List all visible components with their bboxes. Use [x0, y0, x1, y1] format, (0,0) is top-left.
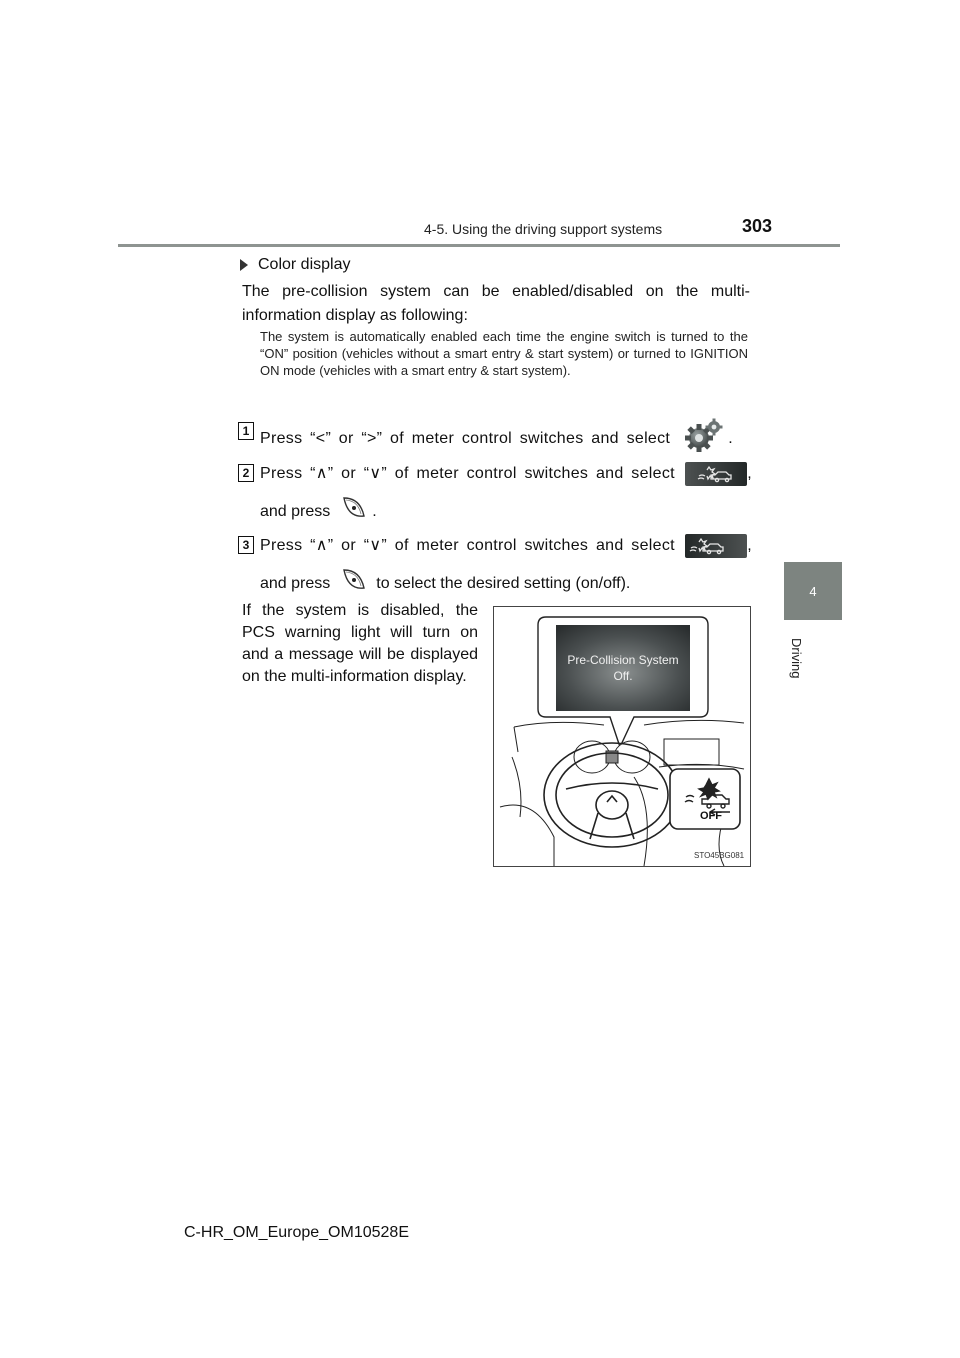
- pcs-setting-chip-icon: [685, 534, 747, 558]
- step-2-text-c: and press: [260, 503, 331, 520]
- disabled-paragraph: If the system is disabled, the PCS warning light will turn on and a message will be displayed on the multi-information display.: [242, 602, 478, 685]
- page-number: 303: [742, 216, 773, 236]
- step-2-up-symbol: ∧: [315, 465, 328, 482]
- bullet-heading-text: Color display: [258, 256, 351, 273]
- step-1-text-b: ” of meter control switches and select: [376, 430, 671, 447]
- step-3-up-symbol: ∧: [315, 537, 328, 554]
- step-2-text-mid: ” or “: [327, 465, 370, 482]
- step-1-text-mid: ” or “: [325, 430, 368, 447]
- enter-switch-icon: [338, 566, 368, 602]
- enter-switch-icon: [338, 494, 368, 530]
- step-3-text-a: Press “: [260, 537, 316, 554]
- step-3-text-b: ” of meter control switches and select: [381, 537, 675, 554]
- step-3-line-2: [260, 566, 752, 602]
- header-section-title: 4-5. Using the driving support systems: [424, 221, 663, 237]
- step-1-end: .: [728, 430, 733, 447]
- intro-paragraph: The pre-collision system can be enabled/disabled on the multi-information display as following:: [242, 283, 750, 324]
- header-rule: [118, 244, 840, 247]
- step-3-text-d: to select the desired setting (on/off).: [376, 575, 631, 592]
- step-1-line-1: [260, 418, 752, 460]
- step-1-text-a: Press “: [260, 430, 316, 447]
- figure-code: STO45BG081: [694, 851, 745, 860]
- step-3-down-symbol: ∨: [369, 537, 382, 554]
- screen-message-line-2: Off.: [613, 669, 633, 683]
- step-3-line-1: [260, 534, 752, 558]
- step-number-1: 1: [238, 422, 254, 440]
- step-2-down-symbol: ∨: [369, 465, 382, 482]
- footer-document-id: C-HR_OM_Europe_OM10528E: [184, 1224, 409, 1241]
- dashboard-illustration: [493, 606, 751, 867]
- step-3-text-c: and press: [260, 575, 331, 592]
- dashboard-drawing: [494, 607, 750, 866]
- step-number-3: 3: [238, 536, 254, 554]
- chapter-tab: [784, 562, 842, 620]
- step-2-end: ,: [747, 465, 752, 482]
- step-2-line-1: [260, 462, 752, 486]
- step-3-text-mid: ” or “: [327, 537, 370, 554]
- step-2-text-b: ” of meter control switches and select: [381, 465, 675, 482]
- step-2-line-2: [260, 494, 752, 530]
- screen-message-line-1: Pre-Collision System: [567, 653, 679, 667]
- step-1-right-symbol: >: [367, 430, 377, 447]
- chapter-number: 4: [809, 583, 817, 599]
- bullet-heading: [240, 256, 350, 274]
- step-3-end: ,: [747, 537, 752, 554]
- step-2-text-d: .: [372, 503, 377, 520]
- chapter-label: Driving: [789, 638, 804, 679]
- note-paragraph: The system is automatically enabled each time the engine switch is turned to the “ON” position (vehicles without a smart entry & start system) or turned to IGNITION ON mode (vehicles with a smart entry & start system).: [260, 329, 748, 378]
- step-number-2: 2: [238, 464, 254, 482]
- off-label: OFF: [700, 810, 722, 822]
- pcs-menu-chip-icon: [685, 462, 747, 486]
- step-1-left-symbol: <: [315, 430, 326, 447]
- triangle-bullet-icon: [240, 259, 248, 271]
- settings-gear-icon: [684, 418, 724, 460]
- step-2-text-a: Press “: [260, 465, 316, 482]
